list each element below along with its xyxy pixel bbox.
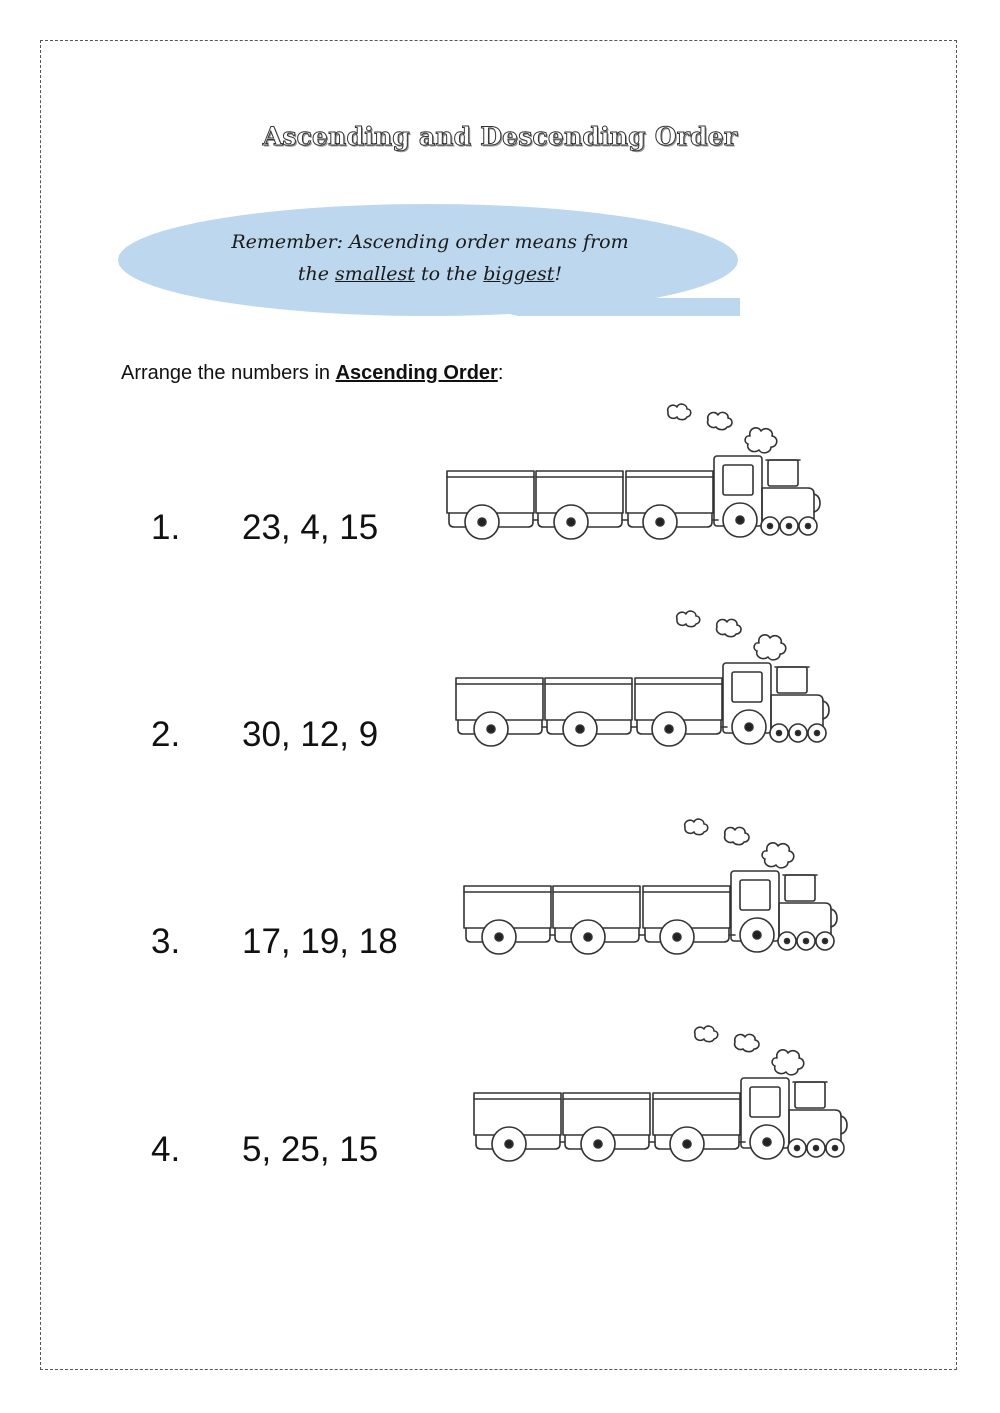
train-icon	[467, 1020, 857, 1175]
question-1-values: 23, 4, 15	[242, 508, 379, 547]
reminder-end: !	[554, 263, 563, 285]
reminder-line-1: Remember: Ascending order means from	[231, 231, 629, 253]
instruction-emphasis: Ascending Order	[335, 362, 498, 384]
question-3-number: 3.	[151, 922, 181, 961]
reminder-line2-start: the	[297, 263, 336, 285]
instruction-prefix: Arrange the numbers in	[121, 362, 336, 384]
question-2-values: 30, 12, 9	[242, 715, 379, 754]
question-4-number: 4.	[151, 1130, 181, 1169]
question-1-number: 1.	[151, 508, 181, 547]
train-icon	[449, 605, 839, 760]
reminder-line-2	[200, 258, 660, 290]
page-title: Ascending and Descending Order	[262, 122, 738, 151]
question-4-values: 5, 25, 15	[242, 1130, 379, 1169]
reminder-smallest: smallest	[335, 263, 415, 285]
reminder-biggest: biggest	[483, 263, 555, 285]
train-icon	[440, 398, 830, 553]
instruction	[121, 362, 503, 385]
question-3-values: 17, 19, 18	[242, 922, 398, 961]
question-2-number: 2.	[151, 715, 181, 754]
instruction-suffix: :	[497, 362, 504, 384]
reminder-text	[200, 226, 660, 290]
train-icon	[457, 813, 847, 968]
reminder-middle: to the	[414, 263, 484, 285]
